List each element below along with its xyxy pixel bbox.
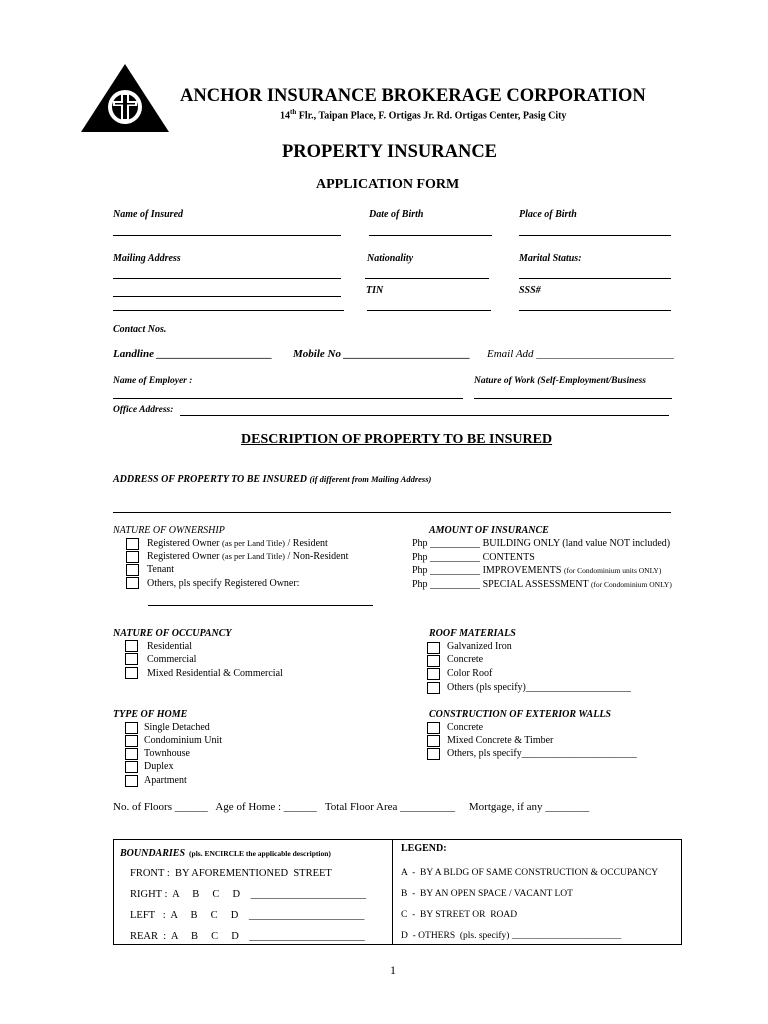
occupancy-option-mixed: Mixed Residential & Commercial [147,668,283,679]
boundaries-title: BOUNDARIES (pls. ENCIRCLE the applicable description) [120,848,331,859]
label-office-address: Office Address: [113,405,174,415]
field-employer[interactable] [113,398,463,399]
amount-row-building[interactable]: Php __________ BUILDING ONLY (land value NOT included) [412,538,671,549]
checkbox-ownership-resident[interactable] [126,538,139,550]
boundary-left[interactable]: LEFT : A B C D ______________________ [130,910,365,921]
home-option-townhouse: Townhouse [144,748,190,759]
amount-row-improvements[interactable]: Php __________ IMPROVEMENTS (for Condominium units ONLY) [412,565,662,576]
legend-item-c: C - BY STREET OR ROAD [401,910,518,920]
boundary-right[interactable]: RIGHT : A B C D ______________________ [130,889,367,900]
walls-option-others[interactable]: Others, pls specify_______________________ [447,748,637,759]
ownership-option-tenant: Tenant [147,564,175,575]
company-name: ANCHOR INSURANCE BROKERAGE CORPORATION [180,86,646,106]
checkbox-roof-concrete[interactable] [427,655,440,667]
field-mailing-address-2[interactable] [113,296,341,297]
boundary-rear[interactable]: REAR : A B C D ______________________ [130,931,365,942]
ownership-option-others: Others, pls specify Registered Owner: [147,578,300,589]
ownership-option-nonresident: Registered Owner (as per Land Title) / Non-Resident [147,551,349,562]
label-name-of-insured: Name of Insured [113,209,184,220]
floors-age-area-mortgage-row[interactable]: No. of Floors ______ Age of Home : ______ Total Floor Area __________ Mortgage, if any ________ [113,801,590,813]
amount-row-contents[interactable]: Php __________ CONTENTS [412,552,535,563]
label-date-of-birth: Date of Birth [369,209,424,220]
label-nature-of-work: Nature of Work (Self-Employment/Business [474,376,646,386]
home-option-condo: Condominium Unit [144,735,223,746]
section-title-property: DESCRIPTION OF PROPERTY TO BE INSURED [241,432,553,447]
roof-option-color: Color Roof [447,668,493,679]
occupancy-title: NATURE OF OCCUPANCY [113,628,232,639]
field-nature-of-work[interactable] [474,398,672,399]
label-marital-status: Marital Status: [519,253,582,264]
roof-option-concrete: Concrete [447,654,484,665]
checkbox-walls-mixed[interactable] [427,735,440,747]
boundaries-divider [392,839,393,945]
field-marital-status[interactable] [519,278,671,279]
home-option-apartment: Apartment [144,775,187,786]
home-type-title: TYPE OF HOME [113,709,188,720]
checkbox-roof-color[interactable] [427,668,440,680]
roof-option-galvanized: Galvanized Iron [447,641,512,652]
roof-option-others[interactable]: Others (pls specify)_____________________ [447,682,631,693]
amount-title: AMOUNT OF INSURANCE [429,525,549,536]
checkbox-home-townhouse[interactable] [125,748,138,760]
checkbox-roof-galvanized[interactable] [427,642,440,654]
checkbox-occupancy-residential[interactable] [125,640,138,652]
field-tin[interactable] [367,310,491,311]
field-mobile[interactable]: Mobile No _______________________ [293,348,471,360]
label-employer: Name of Employer : [113,376,193,386]
checkbox-roof-others[interactable] [427,682,440,694]
company-address: 14th Flr., Taipan Place, F. Ortigas Jr. Rd. Ortigas Center, Pasig City [280,108,567,122]
legend-title: LEGEND: [401,843,447,854]
field-ownership-others[interactable] [148,605,373,606]
checkbox-occupancy-mixed[interactable] [125,667,138,679]
field-place-of-birth[interactable] [519,235,671,236]
company-logo [80,63,170,133]
checkbox-ownership-tenant[interactable] [126,564,139,576]
label-nationality: Nationality [367,253,414,264]
label-tin: TIN [366,285,384,296]
amount-row-special-assessment[interactable]: Php __________ SPECIAL ASSESSMENT (for Condominium ONLY) [412,579,672,590]
legend-item-d[interactable]: D - OTHERS (pls. specify) _______________________ [401,931,622,941]
page-number: 1 [390,963,396,977]
checkbox-home-condo[interactable] [125,735,138,747]
occupancy-option-residential: Residential [147,641,192,652]
legend-item-b: B - BY AN OPEN SPACE / VACANT LOT [401,889,573,899]
field-mailing-address-3[interactable] [113,310,344,311]
checkbox-occupancy-commercial[interactable] [125,653,138,665]
checkbox-home-duplex[interactable] [125,761,138,773]
roof-title: ROOF MATERIALS [429,628,516,639]
checkbox-ownership-others[interactable] [126,577,139,589]
walls-option-concrete: Concrete [447,722,484,733]
field-date-of-birth[interactable] [369,235,492,236]
walls-title: CONSTRUCTION OF EXTERIOR WALLS [429,709,611,720]
field-office-address[interactable] [180,415,669,416]
field-nationality[interactable] [365,278,489,279]
field-email[interactable]: Email Add _________________________ [487,348,674,360]
ownership-option-resident: Registered Owner (as per Land Title) / Resident [147,538,328,549]
label-sss: SSS# [519,285,541,296]
walls-option-mixed: Mixed Concrete & Timber [447,735,554,746]
label-contact-nos: Contact Nos. [113,324,167,335]
form-subtitle: APPLICATION FORM [316,177,460,192]
ownership-title: NATURE OF OWNERSHIP [113,525,225,536]
field-mailing-address-1[interactable] [113,278,341,279]
boundary-front: FRONT : BY AFOREMENTIONED STREET [130,868,332,879]
form-title: PROPERTY INSURANCE [282,142,498,162]
occupancy-option-commercial: Commercial [147,654,197,665]
checkbox-home-single[interactable] [125,722,138,734]
field-landline[interactable]: Landline _____________________ [113,348,273,360]
legend-item-a: A - BY A BLDG OF SAME CONSTRUCTION & OCCUPANCY [401,868,659,878]
field-property-address[interactable] [113,512,671,513]
checkbox-walls-others[interactable] [427,748,440,760]
label-property-address: ADDRESS OF PROPERTY TO BE INSURED (if different from Mailing Address) [113,474,432,485]
checkbox-ownership-nonresident[interactable] [126,551,139,563]
checkbox-home-apartment[interactable] [125,775,138,787]
checkbox-walls-concrete[interactable] [427,722,440,734]
home-option-duplex: Duplex [144,761,174,772]
home-option-single: Single Detached [144,722,210,733]
field-sss[interactable] [519,310,671,311]
label-mailing-address: Mailing Address [113,253,181,264]
field-name-of-insured[interactable] [113,235,341,236]
label-place-of-birth: Place of Birth [519,209,577,220]
